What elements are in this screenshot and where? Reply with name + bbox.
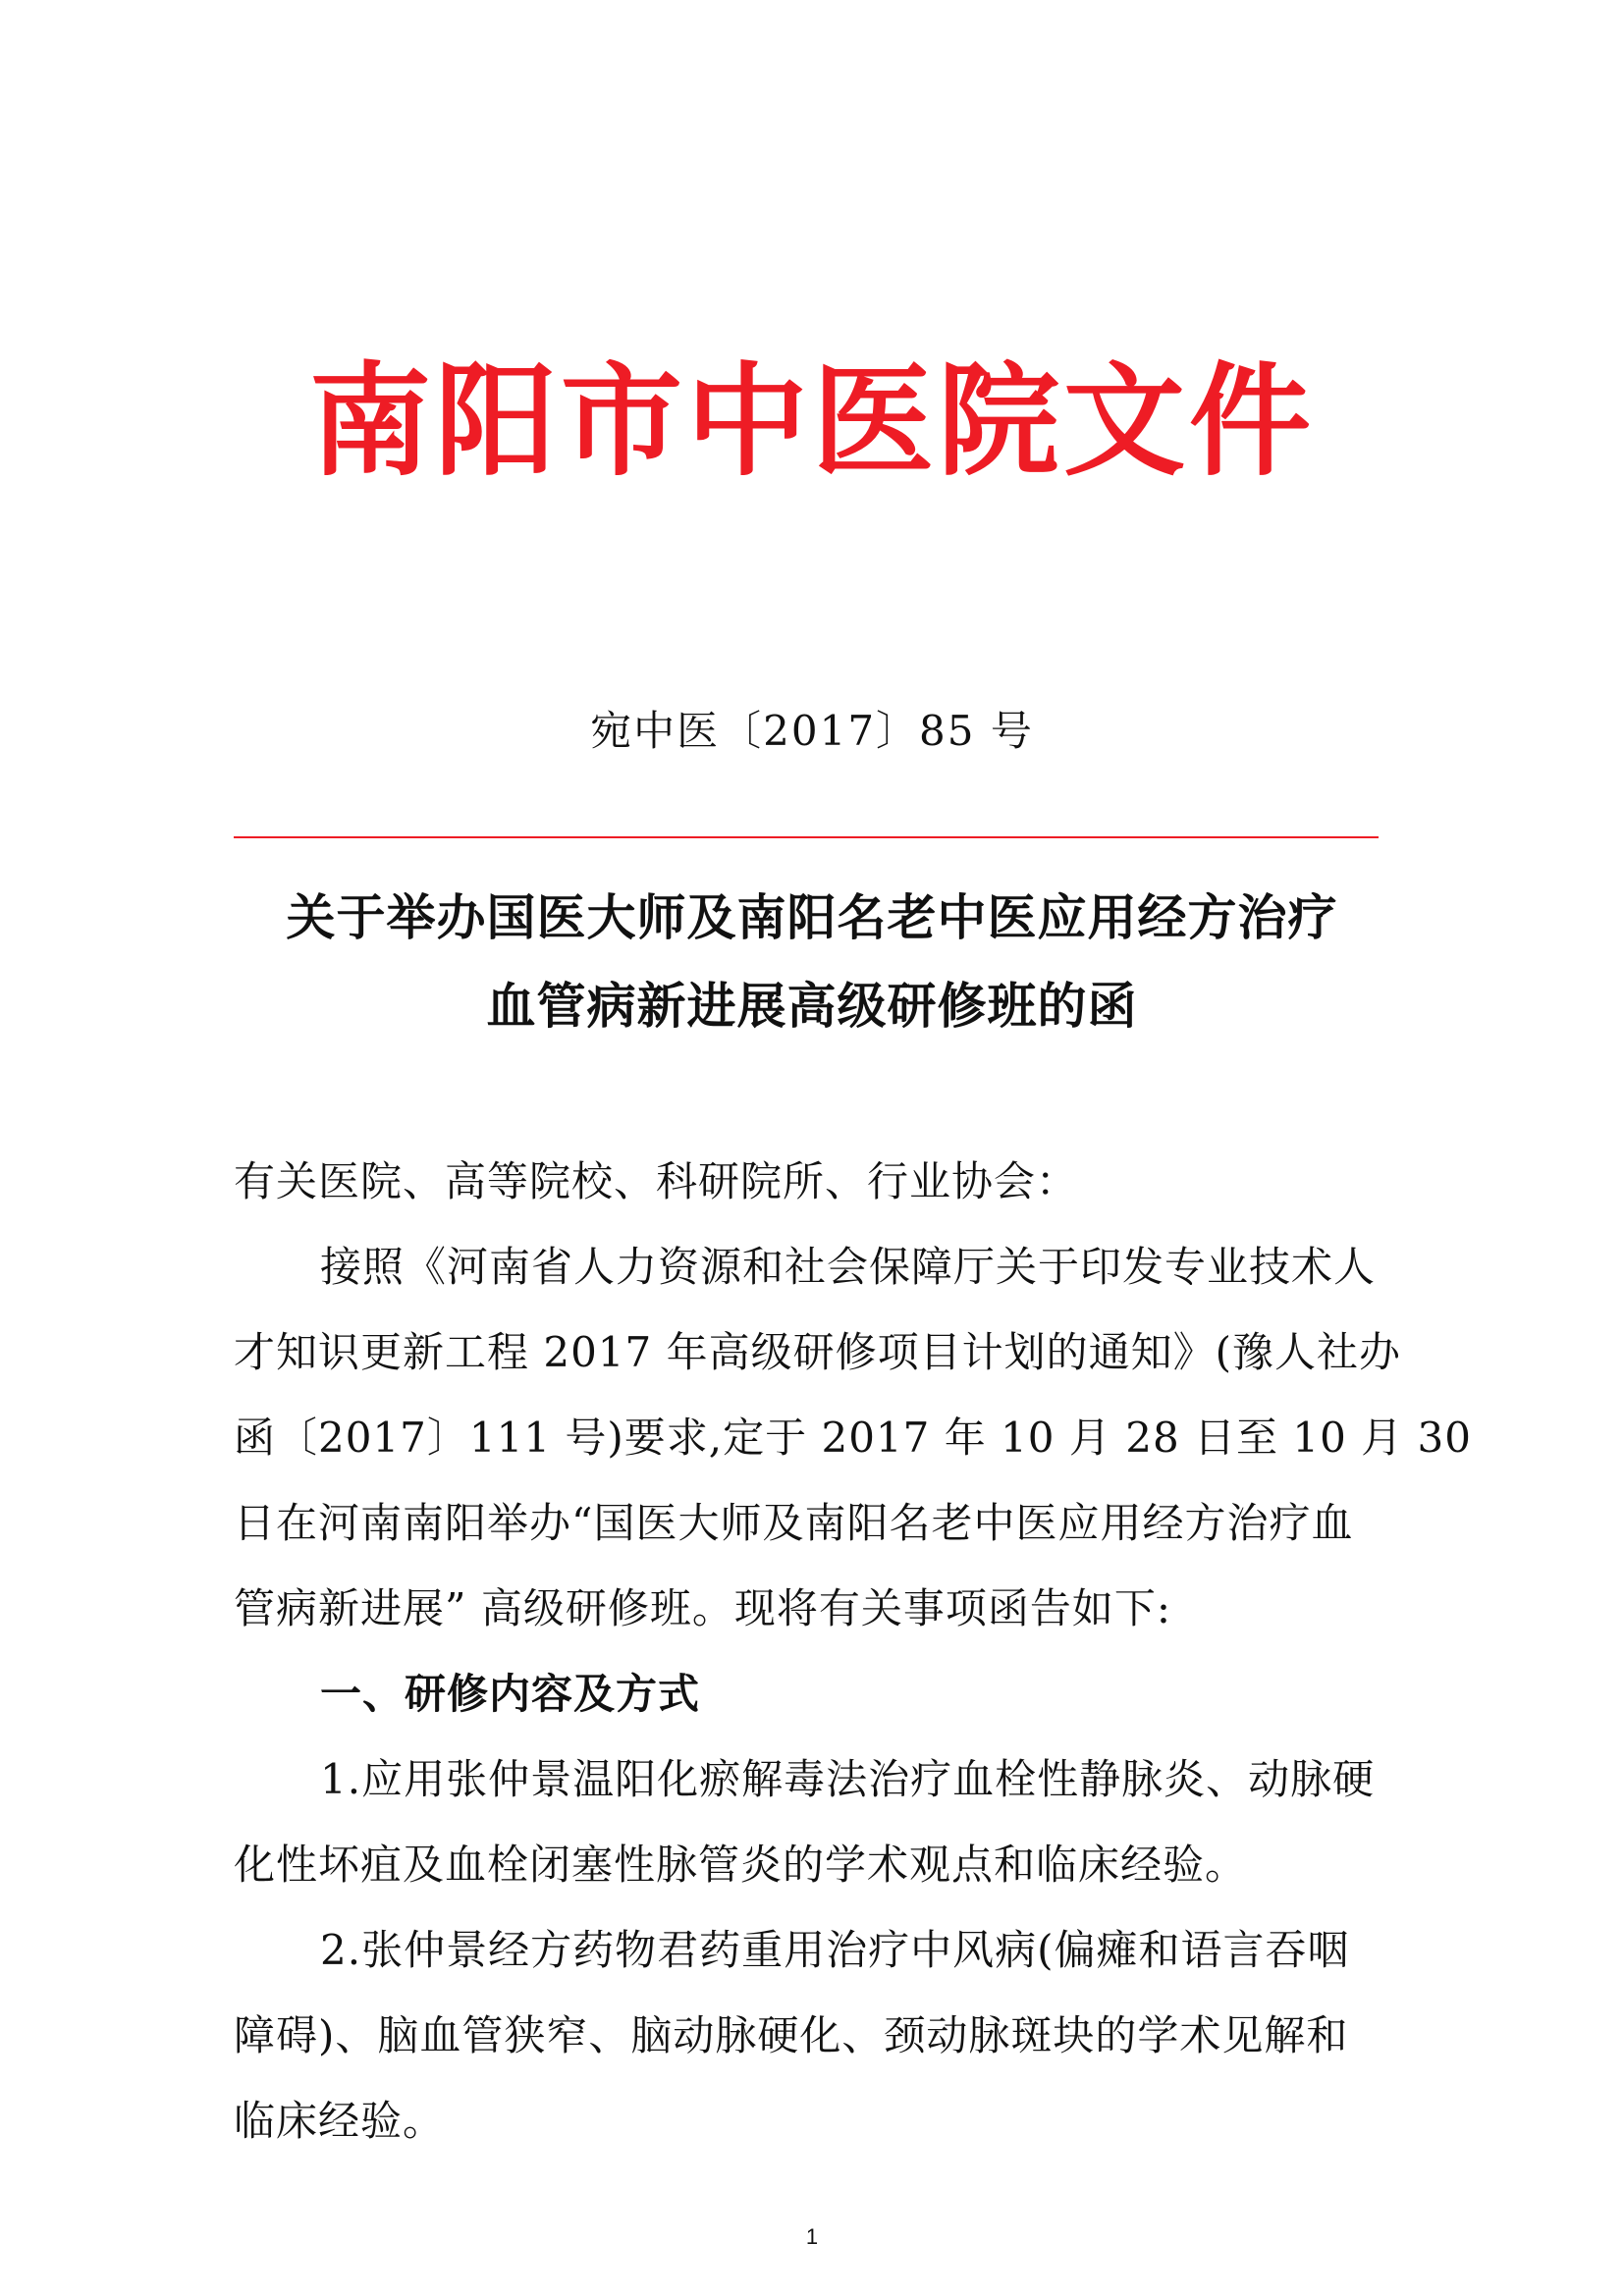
- intro-line: 才知识更新工程 2017 年高级研修项目计划的通知》(豫人社办: [234, 1328, 1401, 1376]
- red-separator-rule: [234, 836, 1379, 838]
- issuing-organization-title: 南阳市中医院文件: [308, 351, 1315, 493]
- list-item-line: 障碍)、脑血管狭窄、脑动脉硬化、颈动脉斑块的学术见解和: [234, 2011, 1349, 2059]
- document-title: [0, 874, 1624, 1050]
- list-item-line: 1.应用张仲景温阳化瘀解毒法治疗血栓性静脉炎、动脉硬: [320, 1755, 1376, 1803]
- list-item-line: 2.张仲景经方药物君药重用治疗中风病(偏瘫和语言吞咽: [320, 1926, 1350, 1974]
- document-title-line-1: 关于举办国医大师及南阳名老中医应用经方治疗: [286, 889, 1338, 946]
- intro-line: 接照《河南省人力资源和社会保障厅关于印发专业技术人: [320, 1243, 1377, 1291]
- list-item-line: 化性坏疽及血栓闭塞性脉管炎的学术观点和临床经验。: [234, 1841, 1248, 1889]
- document-number: 宛中医〔2017〕85 号: [590, 707, 1034, 755]
- intro-line: 日在河南南阳举办“国医大师及南阳名老中医应用经方治疗血: [234, 1499, 1354, 1547]
- intro-line: 管病新进展” 高级研修班。现将有关事项函告如下:: [234, 1584, 1171, 1632]
- list-item-line: 临床经验。: [234, 2097, 446, 2145]
- document-title-line-2: 血管病新进展高级研修班的函: [486, 978, 1138, 1035]
- section-heading-1: 一、研修内容及方式: [320, 1670, 701, 1718]
- document-body: [234, 1139, 1472, 2163]
- page-number: 1: [805, 2224, 819, 2249]
- intro-line: 函〔2017〕111 号)要求,定于 2017 年 10 月 28 日至 10 月 30: [234, 1414, 1472, 1462]
- list-item-1: [234, 1736, 1392, 1907]
- list-item-2: [234, 1907, 1392, 2163]
- intro-paragraph: [234, 1224, 1472, 1651]
- salutation: 有关医院、高等院校、科研院所、行业协会：: [234, 1157, 1079, 1205]
